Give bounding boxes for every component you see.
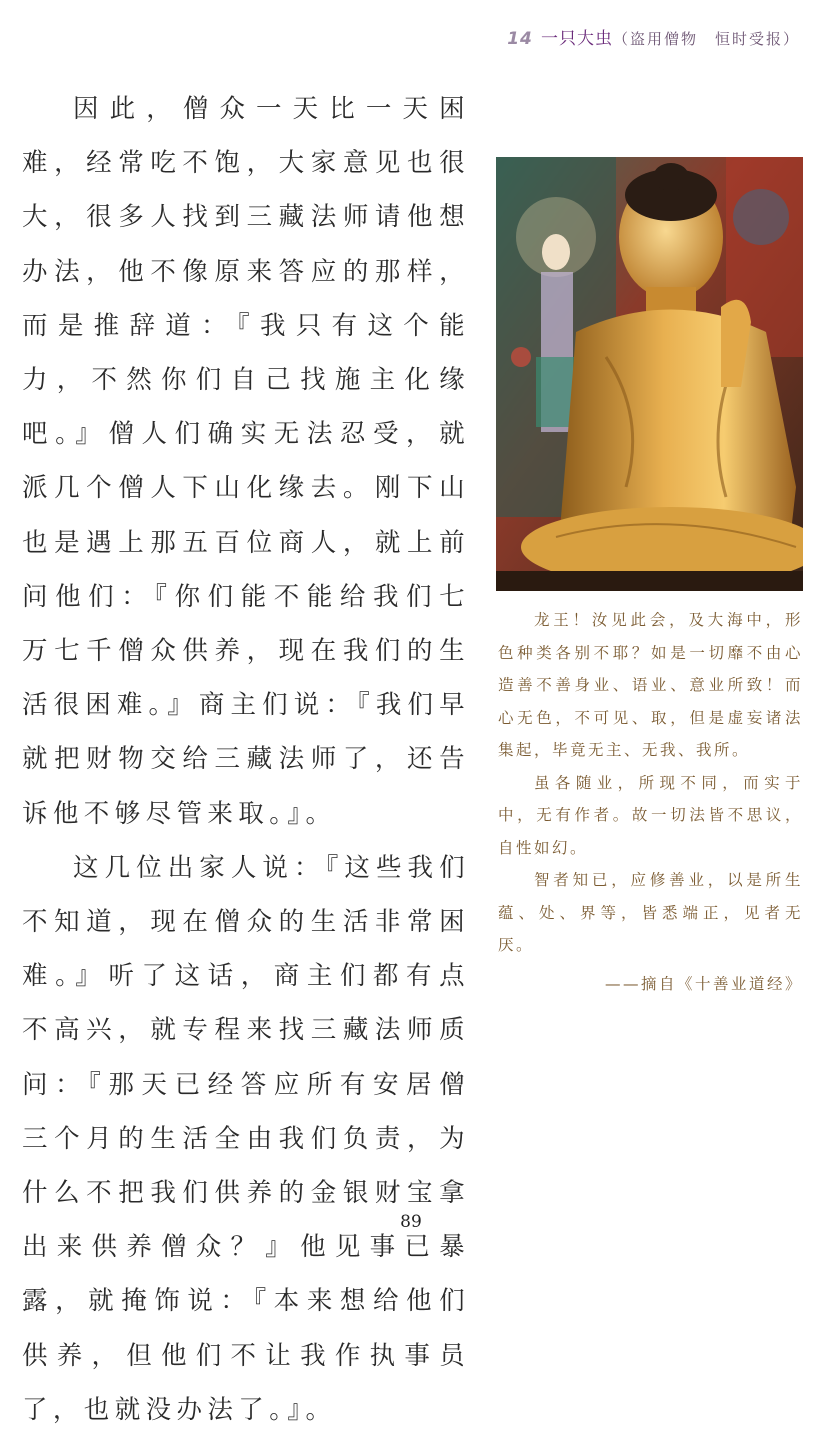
chapter-title: 一只大虫 <box>540 29 613 49</box>
quote-paragraph-1: 龙王！汝见此会，及大海中，形色种类各别不耶？如是一切靡不由心造善不善身业、语业、意业所致！而心无色，不可见、取，但是虚妄诸法集起，毕竟无主、无我、我所。 <box>498 611 803 759</box>
quote-paragraph-3: 智者知已，应修善业，以是所生蕴、处、界等，皆悉端正，见者无厌。 <box>498 871 803 954</box>
chapter-number: 14 <box>507 29 533 49</box>
page-number: 89 <box>400 1212 422 1232</box>
sutra-quote <box>498 604 803 1000</box>
chapter-subtitle: （盗用僧物 恒时受报） <box>612 30 800 48</box>
body-paragraph-1: 因此，僧众一天比一天困难，经常吃不饱，大家意见也很大，很多人找到三藏法师请他想办法，他不像原来答应的那样，而是推辞道：『我只有这个能力，不然你们自己找施主化缘吧。』僧人们确实无法忍受，就派几个僧人下山化缘去。刚下山也是遇上那五百位商人，就上前问他们：『你们能不能给我们七万七千僧众供养，现在我们的生活很困难。』商主们说：『我们早就把财物交给三藏法师了，还告诉他不够尽管来取。』。 <box>22 94 470 829</box>
body-paragraph-2: 这几位出家人说：『这些我们不知道，现在僧众的生活非常困难。』听了这话，商主们都有点不高兴，就专程来找三藏法师质问：『那天已经答应所有安居僧三个月的生活全由我们负责，为什么不把我们供养的金银财宝拿出来供养僧众？』他见事已暴露，就掩饰说：『本来想给他们供养，但他们不让我作执事员了，也就没办法了。』。 <box>22 852 470 1425</box>
buddha-statue-photo <box>496 157 803 591</box>
quote-source: ——摘自《十善业道经》 <box>604 974 803 993</box>
quote-paragraph-2: 虽各随业，所现不同，而实于中，无有作者。故一切法皆不思议，自性如幻。 <box>498 773 803 857</box>
running-header <box>507 24 800 49</box>
main-text <box>22 82 470 1437</box>
